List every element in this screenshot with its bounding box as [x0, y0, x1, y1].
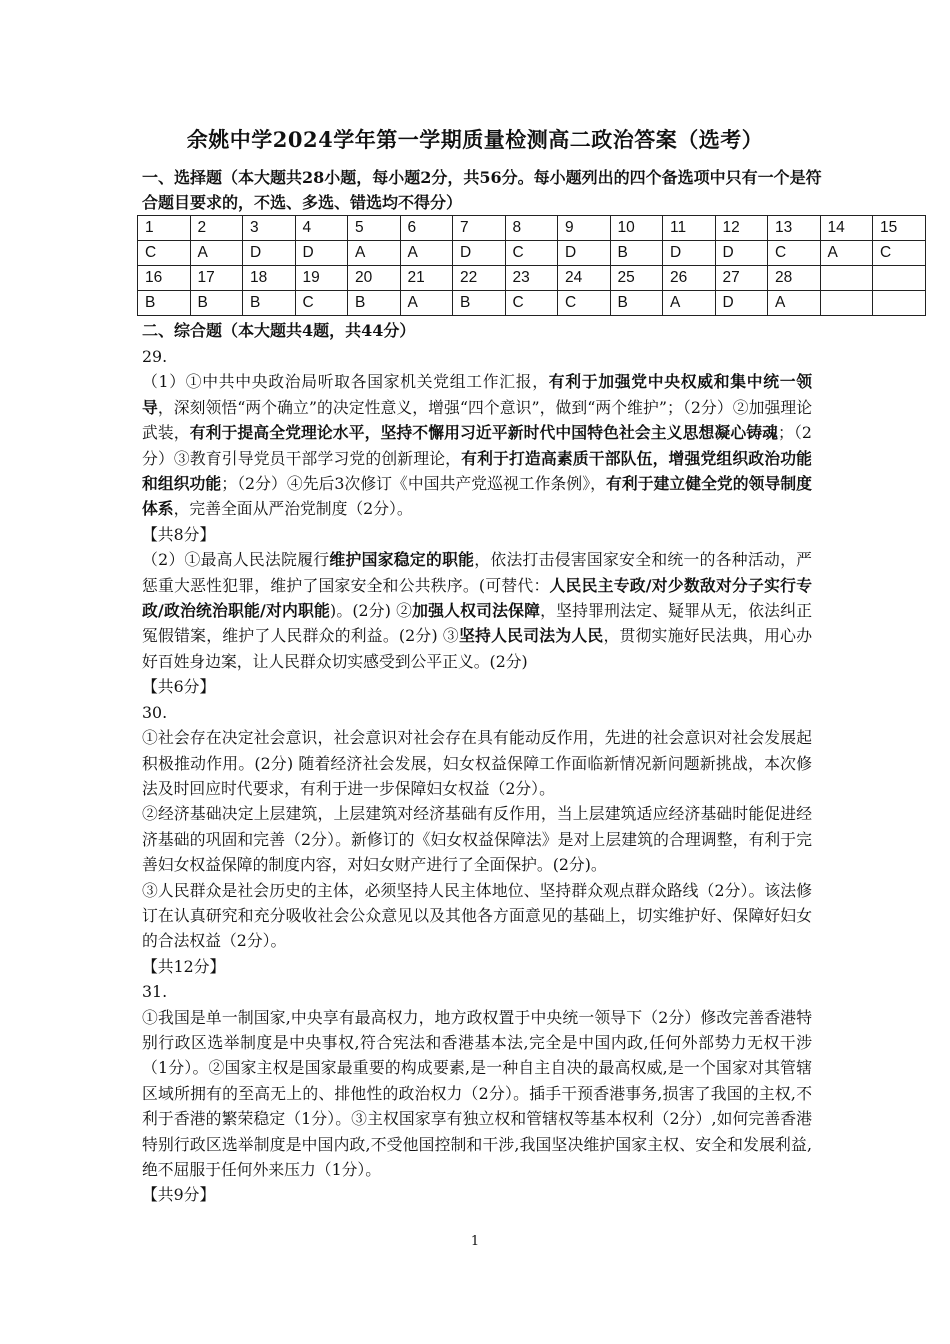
table-cell: 9 [558, 216, 611, 241]
table-row-question-numbers-2 [138, 266, 926, 291]
q29-part2-total: 【共6分】 [142, 677, 216, 697]
section2-header: 二、综合题（本大题共4题，共44分） [142, 321, 416, 340]
table-cell: D [715, 291, 768, 316]
table-cell: 3 [243, 216, 296, 241]
table-cell: B [190, 291, 243, 316]
table-cell: 5 [348, 216, 401, 241]
table-cell: 20 [348, 266, 401, 291]
q31-total: 【共9分】 [142, 1185, 216, 1205]
table-row-question-numbers-1 [138, 216, 926, 241]
table-cell: 23 [505, 266, 558, 291]
table-cell: 1 [138, 216, 191, 241]
table-cell: B [610, 241, 663, 266]
table-cell: D [295, 241, 348, 266]
table-cell: 10 [610, 216, 663, 241]
table-cell: 13 [768, 216, 821, 241]
table-row-answers-2 [138, 291, 926, 316]
table-cell: 17 [190, 266, 243, 291]
table-cell: 14 [820, 216, 873, 241]
table-cell: A [768, 291, 821, 316]
table-cell: 12 [715, 216, 768, 241]
table-cell: C [873, 241, 926, 266]
table-cell: C [295, 291, 348, 316]
answer-body [142, 344, 812, 1208]
table-cell: B [138, 291, 191, 316]
table-cell: 11 [663, 216, 716, 241]
table-cell: A [348, 241, 401, 266]
page-number: 1 [470, 1234, 480, 1249]
table-cell: 15 [873, 216, 926, 241]
table-cell: C [505, 291, 558, 316]
q30-point3: ③人民群众是社会历史的主体，必须坚持人民主体地位、坚持群众观点群众路线（2分）。该法修订在认真研究和充分吸收社会公众意见以及其他各方面意见的基础上，切实维护好、保障好妇女的合法权益（2分）。 [142, 880, 812, 951]
table-cell: 2 [190, 216, 243, 241]
q31-answer: ①我国是单一制国家,中央享有最高权力，地方政权置于中央统一领导下（2分）修改完善香港特别行政区选举制度是中央事权,符合宪法和香港基本法,完全是中国内政,任何外部势力无权干涉（1分）。②国家主权是国家最重要的构成要素,是一种自主自决的最高权威,是一个国家对其管辖区域所拥有的至高无上的、排他性的政治权力（2分）。插手干预香港事务,损害了我国的主权,不利于香港的繁荣稳定（1分）。③主权国家享有独立权和管辖权等基本权利（2分）,如何完善香港特别行政区选举制度是中国内政,不受他国控制和干涉,我国坚决维护国家主权、安全和发展利益,绝不屈服于任何外来压力（1分）。 [142, 1007, 812, 1179]
section1-header: 一、选择题（本大题共28小题，每小题2分，共56分。每小题列出的四个备选项中只有一个是符合题目要求的，不选、多选、错选均不得分） [142, 168, 822, 212]
table-cell: 16 [138, 266, 191, 291]
table-cell [873, 266, 926, 291]
q29-part1: （1）①中共中央政治局听取各国家机关党组工作汇报，有利于加强党中央权威和集中统一领导，深刻领悟“两个确立”的决定性意义，增强“四个意识”，做到“两个维护”；（2分）②加强理论武装，有利于提高全党理论水平，坚持不懈用习近平新时代中国特色社会主义思想凝心铸魂；（2分）③教育引导党员干部学习党的创新理论，有利于打造高素质干部队伍，增强党组织政治功能和组织功能；（2分）④先后3次修订《中国共产党巡视工作条例》，有利于建立健全党的领导制度体系，完善全面从严治党制度（2分）。 [142, 372, 812, 519]
table-cell: D [715, 241, 768, 266]
table-cell: 22 [453, 266, 506, 291]
table-cell: C [558, 291, 611, 316]
table-cell: 26 [663, 266, 716, 291]
table-cell: D [663, 241, 716, 266]
table-cell: 19 [295, 266, 348, 291]
q30-point1: ①社会存在决定社会意识，社会意识对社会存在具有能动反作用，先进的社会意识对社会发展起积极推动作用。(2分) 随着经济社会发展，妇女权益保障工作面临新情况新问题新挑战，本次修法及时回应时代要求，有利于进一步保障妇女权益（2分）。 [142, 728, 812, 798]
table-cell: A [820, 241, 873, 266]
table-cell: 27 [715, 266, 768, 291]
table-cell: A [663, 291, 716, 316]
table-cell: A [400, 241, 453, 266]
table-cell: D [453, 241, 506, 266]
table-cell: 8 [505, 216, 558, 241]
table-cell [873, 291, 926, 316]
table-cell: 6 [400, 216, 453, 241]
table-cell: B [610, 291, 663, 316]
q30-total: 【共12分】 [142, 956, 226, 976]
table-cell: 21 [400, 266, 453, 291]
table-cell: 25 [610, 266, 663, 291]
table-cell: 7 [453, 216, 506, 241]
table-cell [820, 291, 873, 316]
table-cell: 24 [558, 266, 611, 291]
table-cell: 18 [243, 266, 296, 291]
answer-table [137, 215, 926, 316]
table-cell: D [243, 241, 296, 266]
table-row-answers-1 [138, 241, 926, 266]
table-cell: C [138, 241, 191, 266]
q31-number: 31. [142, 982, 168, 1002]
table-cell: D [558, 241, 611, 266]
q30-number: 30. [142, 702, 168, 722]
page-title: 余姚中学2024学年第一学期质量检测高二政治答案（选考） [186, 127, 764, 152]
table-cell: 28 [768, 266, 821, 291]
table-cell: C [505, 241, 558, 266]
q29-number: 29. [142, 347, 168, 366]
q29-part2: （2）①最高人民法院履行维护国家稳定的职能，依法打击侵害国家安全和统一的各种活动，严惩重大恶性犯罪，维护了国家安全和公共秩序。(可替代：人民民主专政/对少数敌对分子实行专政/政治统治职能/对内职能)。(2分) ②加强人权司法保障，坚持罪刑法定、疑罪从无，依法纠正冤假错案，维护了人民群众的利益。(2分) ③坚持人民司法为人民，贯彻实施好民法典，用心办好百姓身边案，让人民群众切实感受到公平正义。(2分) [142, 550, 812, 671]
table-cell: B [243, 291, 296, 316]
table-cell: B [348, 291, 401, 316]
q30-point2: ②经济基础决定上层建筑，上层建筑对经济基础有反作用，当上层建筑适应经济基础时能促进经济基础的巩固和完善（2分）。新修订的《妇女权益保障法》是对上层建筑的合理调整，有利于完善妇女权益保障的制度内容，对妇女财产进行了全面保护。(2分)。 [142, 804, 812, 875]
table-cell: C [768, 241, 821, 266]
table-cell: 4 [295, 216, 348, 241]
table-cell [820, 266, 873, 291]
q29-part1-total: 【共8分】 [142, 524, 216, 544]
table-cell: A [400, 291, 453, 316]
table-cell: B [453, 291, 506, 316]
table-cell: A [190, 241, 243, 266]
